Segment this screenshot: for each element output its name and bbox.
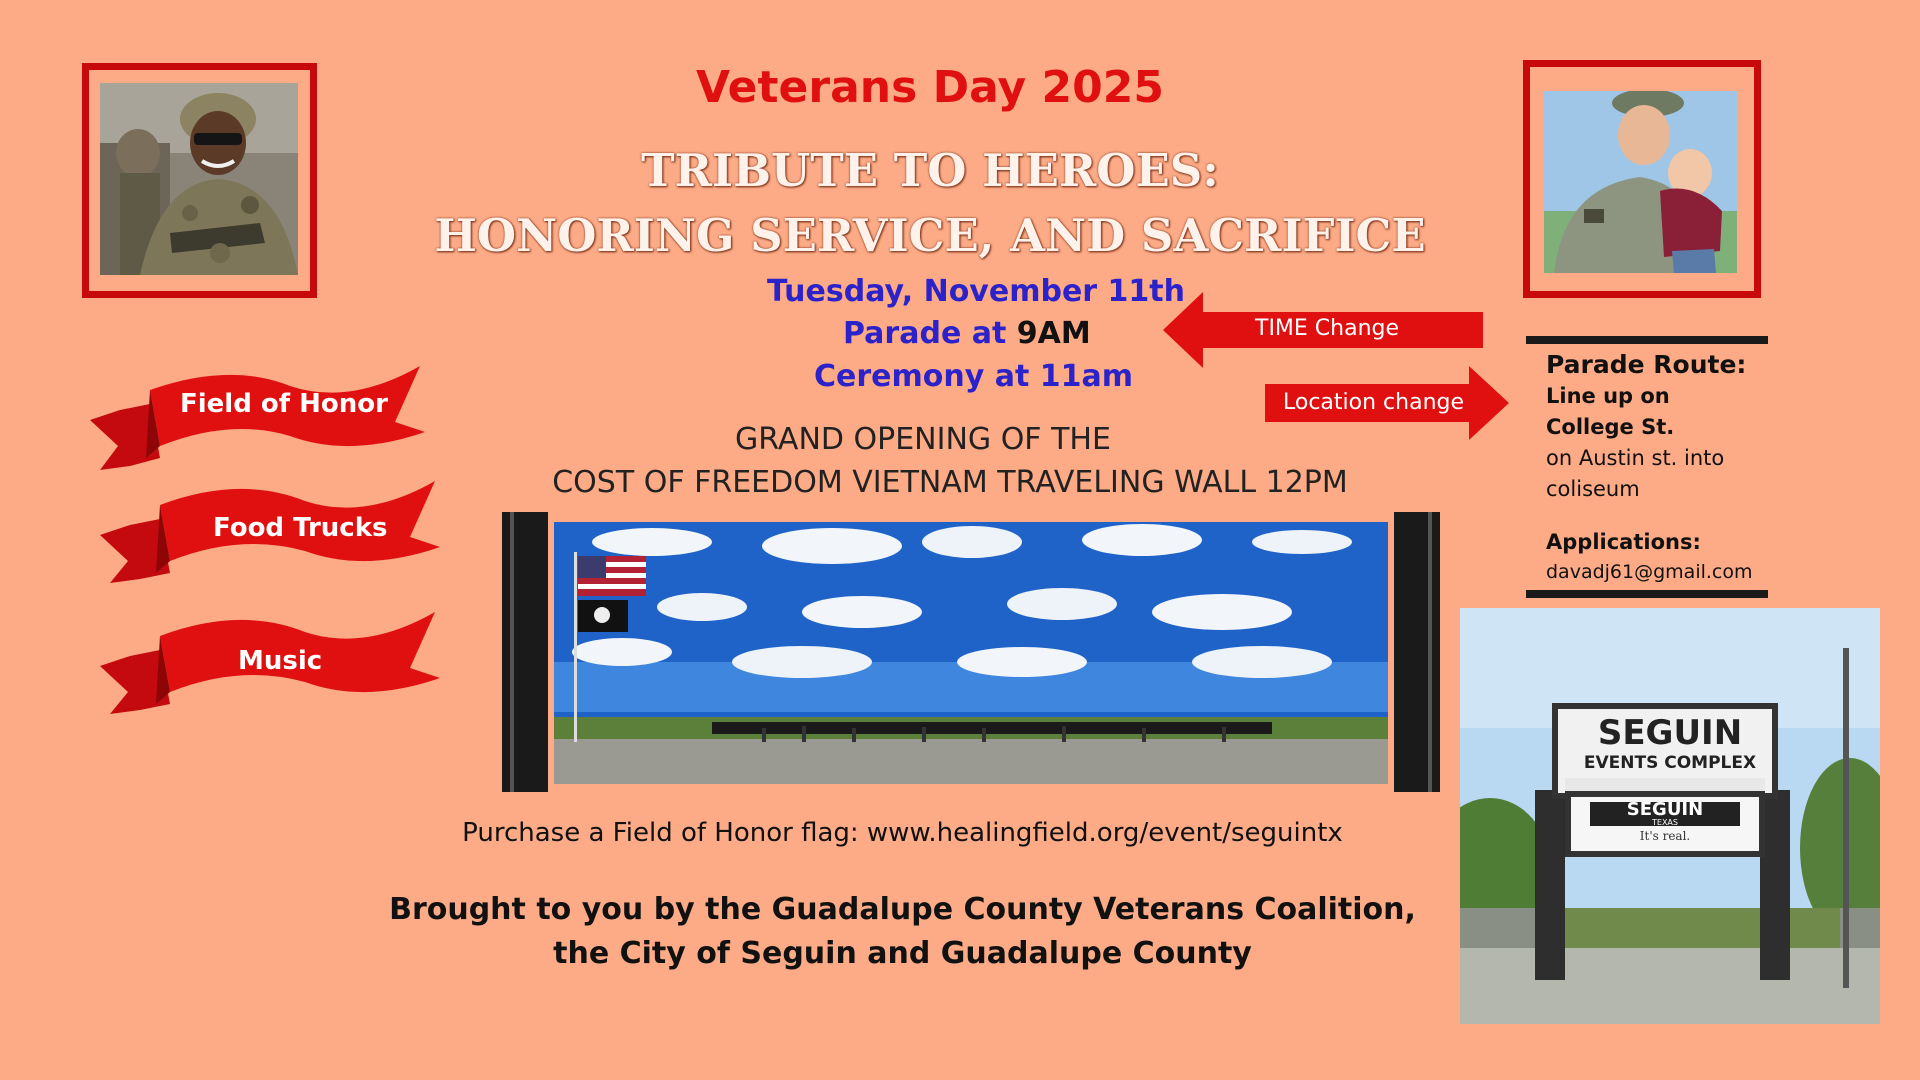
ribbon-label-music: Music (238, 646, 323, 676)
ribbon-label-field-of-honor: Field of Honor (180, 389, 388, 419)
tribute-title-line2: HONORING SERVICE, AND SACRIFICE (434, 209, 1426, 262)
traveling-wall-photo (502, 512, 1440, 792)
line-up-line2: College St. (1546, 415, 1675, 439)
ribbon-label-food-trucks: Food Trucks (213, 513, 388, 543)
grand-opening-line2: COST OF FREEDOM VIETNAM TRAVELING WALL 12PM (552, 465, 1348, 500)
route-detail-line2: coliseum (1546, 477, 1640, 501)
parade-route-title: Parade Route: (1546, 350, 1747, 379)
location-change-label: Location change (1283, 390, 1465, 415)
parade-prefix: Parade at (843, 316, 1007, 351)
purchase-flag-text: Purchase a Field of Honor flag: www.healingfield.org/event/seguintx (462, 818, 1343, 848)
sign-line1: SEGUIN (1597, 713, 1743, 753)
applications-email: davadj61@gmail.com (1546, 561, 1753, 583)
grand-opening-line1: GRAND OPENING OF THE (735, 422, 1111, 457)
sign-line2: EVENTS COMPLEX (1583, 753, 1757, 773)
tribute-title-line1: TRIBUTE TO HEROES: (641, 144, 1219, 197)
parade-time: 9AM (1016, 316, 1091, 351)
line-up-line1: Line up on (1546, 384, 1670, 408)
event-date: Tuesday, November 11th (767, 274, 1185, 309)
event-title: Veterans Day 2025 (696, 62, 1164, 113)
ceremony-time: Ceremony at 11am (814, 359, 1134, 394)
time-change-label: TIME Change (1255, 316, 1400, 341)
parade-time-line (843, 316, 1091, 351)
sign-line3: SEGUIN (1626, 799, 1704, 820)
credits-line2: the City of Seguin and Guadalupe County (553, 936, 1252, 971)
applications-label: Applications: (1546, 530, 1701, 554)
route-detail-line1: on Austin st. into (1546, 446, 1725, 470)
sign-line4: TEXAS (1652, 818, 1678, 827)
sign-line5: It's real. (1639, 829, 1691, 843)
credits-line1: Brought to you by the Guadalupe County Veterans Coalition, (389, 892, 1416, 927)
